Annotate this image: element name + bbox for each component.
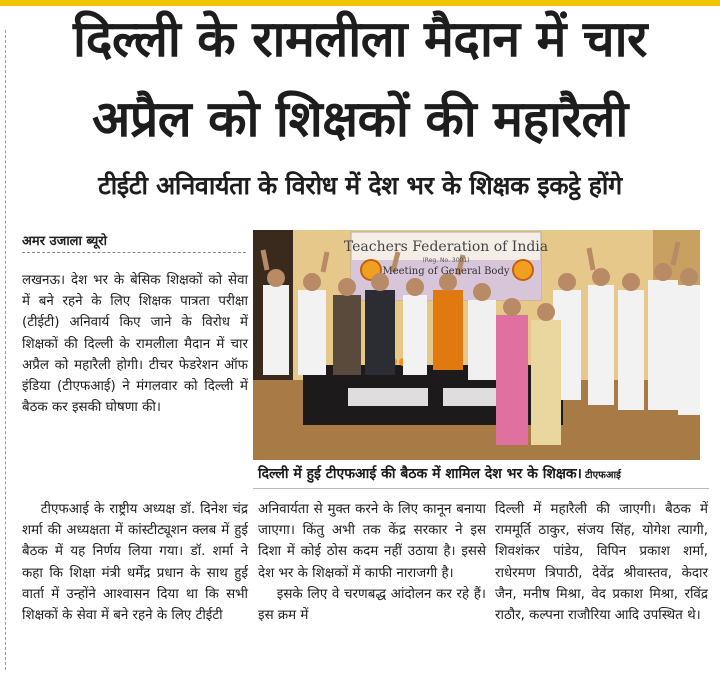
caption-text: दिल्ली में हुई टीएफआई की बैठक में शामिल देश भर के शिक्षक।: [258, 466, 582, 482]
top-accent-bar: [0, 0, 720, 6]
headline-line-2: अप्रैल को शिक्षकों की महारैली: [92, 90, 628, 148]
article-column-3: [495, 499, 708, 626]
article-paragraph: इसके लिए वे चरणबद्ध आंदोलन कर रहे हैं। इस क्रम में: [258, 586, 486, 624]
subheadline: टीईटी अनिवार्यता के विरोध में देश भर के शिक्षक इकट्ठे होंगे: [98, 171, 622, 200]
byline-divider: [22, 252, 246, 253]
banner-subtitle: Meeting of General Body: [382, 266, 510, 277]
byline: अमर उजाला ब्यूरो: [22, 234, 107, 249]
article-paragraph: अनिवार्यता से मुक्त करने के लिए कानून बनाया जाएगा। किंतु अभी तक केंद्र सरकार ने इस दिशा में कोई ठोस कदम नहीं उठाया है। इससे देश भर के शिक्षकों में काफी नाराजगी है।: [258, 502, 486, 581]
article-paragraph: दिल्ली में महारैली की जाएगी। बैठक में राममूर्ति ठाकुर, संजय सिंह, योगेश त्यागी, शिवशंकर पांडेय, विपिन प्रकाश शर्मा, राधेरमण त्रिपाठी, देवेंद्र श्रीवास्तव, केदार जैन, मनीष मिश्रा, वेद प्रकाश मिश्रा, रविंद्र राठौर, कल्पना राजौरिया आदि उपस्थित थे।: [495, 502, 708, 624]
article-paragraph: लखनऊ। देश भर के बेसिक शिक्षकों को सेवा में बने रहने के लिए शिक्षक पात्रता परीक्षा (टीईटी) अनिवार्य किए जाने के विरोध में शिक्षकों की दिल्ली के रामलीला मैदान में चार अप्रैल को महारैली होगी। टीचर फेडरेशन ऑफ इंडिया (टीएफआई) ने मंगलवार को दिल्ली में बैठक कर इसकी घोषणा की।: [22, 273, 248, 416]
article-paragraph: टीएफआई के राष्ट्रीय अध्यक्ष डॉ. दिनेश चंद्र शर्मा की अध्यक्षता में कांस्टीट्यूशन क्लब में हुई बैठक में यह निर्णय लिया गया। डॉ. शर्मा ने कहा कि शिक्षा मंत्री धर्मेंद्र प्रधान के साथ हुई वार्ता में उन्होंने आश्वासन दिया था कि सभी शिक्षकों के सेवा में बने रहने के लिए टीईटी: [22, 502, 248, 624]
article-column-1-top: [22, 270, 248, 418]
caption-divider: [253, 488, 709, 489]
photo-caption: [258, 463, 710, 487]
banner-title: Teachers Federation of India: [343, 239, 549, 255]
article-column-1-bottom: [22, 499, 248, 626]
caption-credit: टीएफआई: [584, 470, 621, 481]
article-column-2: [258, 499, 486, 626]
banner-reg: (Reg. No. 3001): [422, 257, 470, 264]
news-photo: [253, 230, 700, 460]
headline-line-1: दिल्ली के रामलीला मैदान में चार: [72, 10, 648, 68]
